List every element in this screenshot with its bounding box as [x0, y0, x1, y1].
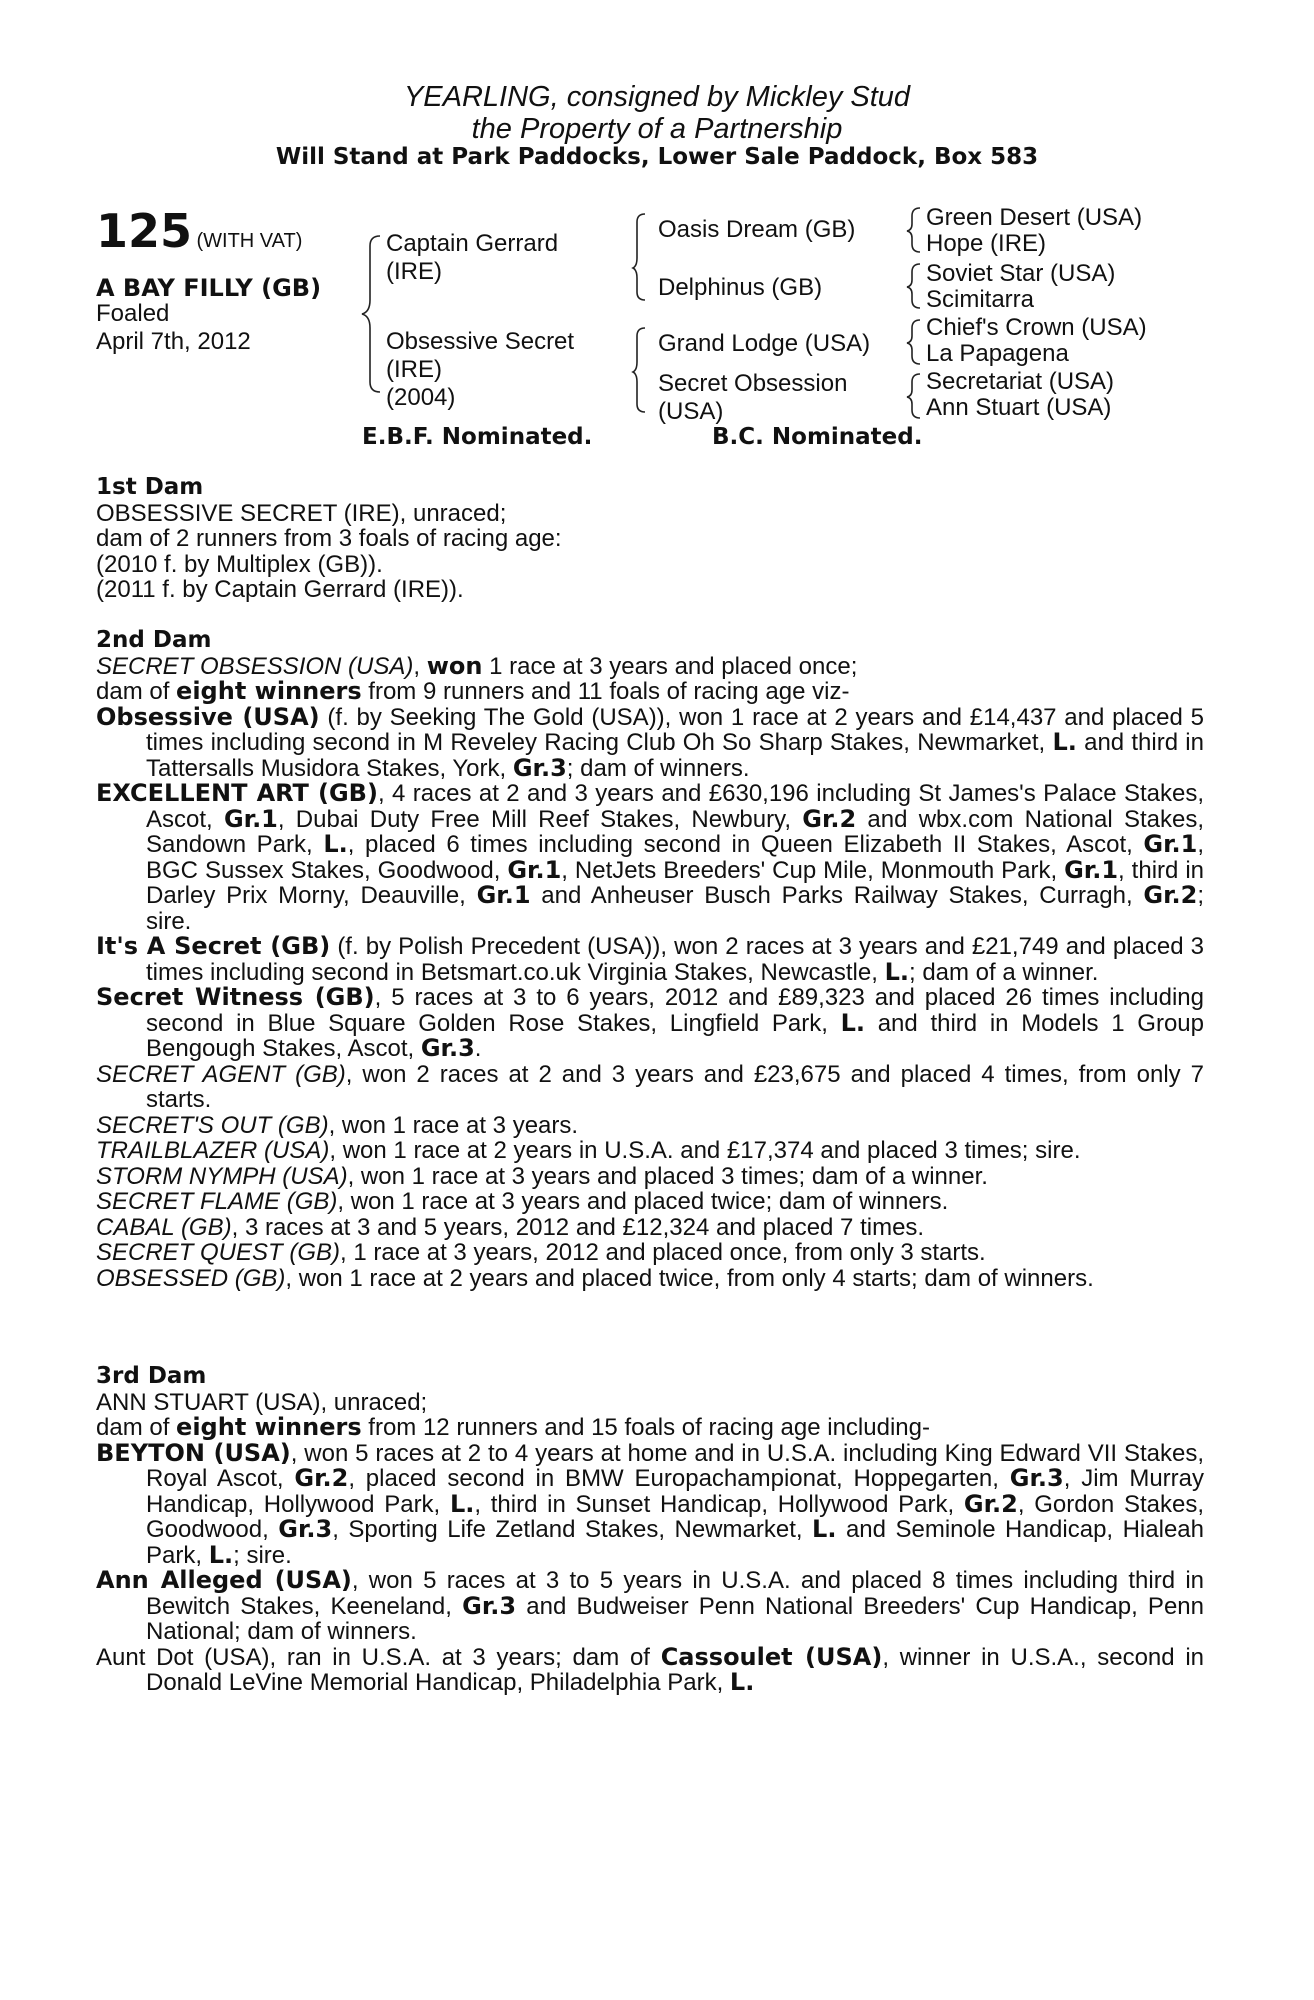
lot-number: 125	[96, 204, 193, 258]
dam-sire: Grand Lodge (USA)	[658, 330, 871, 357]
second-dam-summary	[96, 679, 1204, 705]
second-dam-section	[96, 628, 1204, 1291]
sire-dam: Delphinus (GB)	[658, 274, 823, 301]
progeny-text: (f. by Seeking The Gold (USA)), won 1 race at 2 years and £14,437 and placed 5 times including second in M Reveley Racing Club Oh So Sharp Stakes, Newmarket,	[146, 703, 1204, 756]
progeny-name: Ann Alleged (USA)	[96, 1566, 352, 1594]
progeny-text: , winner in U.S.A., second in Donald LeVine Memorial Handicap, Philadelphia Park,	[146, 1643, 1205, 1696]
progeny-text: and Anheuser Busch Parks Railway Stakes, Curragh,	[530, 882, 1144, 909]
progeny-secret-quest	[96, 1240, 1204, 1266]
progeny-text: and wbx.com National Stakes, Sandown Park,	[146, 805, 1205, 858]
progeny-name: It's A Secret (GB)	[96, 932, 331, 960]
progeny-secrets-out	[96, 1113, 1204, 1139]
won-label: won	[426, 651, 483, 680]
progeny-text: , won 1 race at 2 years and placed twice, from only 4 starts; dam of winners.	[285, 1264, 1094, 1292]
race-grade: L.	[1052, 728, 1077, 756]
second-dam-name: SECRET OBSESSION (USA)	[96, 652, 414, 680]
progeny-its-a-secret	[96, 934, 1204, 985]
progeny-trailblazer	[96, 1138, 1204, 1164]
race-grade: Gr.2	[1143, 881, 1198, 909]
summary-text: dam of	[96, 1414, 177, 1441]
progeny-name: EXCELLENT ART (GB)	[96, 779, 378, 807]
intro-text: 1 race at 3 years and placed once;	[482, 652, 858, 680]
header-line-1: YEARLING, consigned by Mickley Stud	[403, 81, 911, 113]
progeny-text: , won 1 race at 3 years and placed twice; dam of winners.	[337, 1188, 949, 1215]
progeny-secret-witness	[96, 985, 1204, 1062]
first-dam-foal: (2011 f. by Captain Gerrard (IRE)).	[96, 576, 464, 603]
race-grade: Gr.3	[1009, 1464, 1064, 1492]
progeny-text: , won 2 races at 2 and 3 years and £23,675 and placed 4 times, from only 7 starts.	[146, 1060, 1204, 1113]
progeny-text: , NetJets Breeders' Cup Mile, Monmouth Park,	[561, 856, 1065, 884]
vat-label: (WITH VAT)	[196, 230, 303, 252]
progeny-text: , BGC Sussex Stakes, Goodwood,	[146, 831, 1204, 884]
race-grade: L.	[208, 1540, 234, 1569]
progeny-name: Secret Witness (GB)	[96, 983, 375, 1011]
race-grade: Gr.1	[1064, 855, 1119, 884]
race-grade: L.	[323, 830, 348, 858]
sire-country: (IRE)	[386, 258, 442, 285]
header-line-2: the Property of a Partnership	[471, 113, 843, 145]
progeny-secret-agent	[96, 1062, 1204, 1113]
brace-main	[362, 236, 380, 392]
progeny-text: , won 1 race at 3 years and placed 3 times; dam of a winner.	[347, 1162, 988, 1190]
foaled-label: Foaled	[96, 300, 170, 327]
first-dam-line: OBSESSIVE SECRET (IRE), unraced;	[96, 499, 507, 527]
first-dam-heading: 1st Dam	[96, 474, 204, 500]
race-grade: Gr.2	[294, 1464, 349, 1492]
brace-g3-2	[907, 264, 920, 308]
gen3-7: Secretariat (USA)	[926, 368, 1115, 395]
progeny-text: , won 1 race at 3 years.	[328, 1111, 579, 1139]
race-grade: Gr.3	[462, 1591, 517, 1620]
gen3-4: Scimitarra	[926, 286, 1035, 313]
race-grade: Gr.1	[223, 804, 278, 833]
race-grade: L.	[729, 1668, 755, 1696]
first-dam-line: dam of 2 runners from 3 foals of racing age:	[96, 525, 562, 552]
winners-count: eight winners	[176, 677, 362, 705]
progeny-name: SECRET'S OUT (GB)	[96, 1111, 329, 1139]
progeny-text: , Sporting Life Zetland Stakes, Newmarket,	[332, 1516, 813, 1543]
dam-dam	[658, 370, 847, 426]
progeny-text: .	[474, 1035, 482, 1062]
race-grade: Gr.3	[420, 1034, 475, 1062]
foaled-date: April 7th, 2012	[96, 328, 251, 355]
sire-sire: Oasis Dream (GB)	[658, 216, 856, 243]
progeny-text: ; sire.	[146, 882, 1204, 935]
progeny-name: SECRET QUEST (GB)	[96, 1239, 341, 1266]
progeny-text: , third in Sunset Handicap, Hollywood Park,	[474, 1490, 964, 1518]
progeny-text: , won 5 races at 2 to 4 years at home and in U.S.A. including King Edward VII Stakes, Royal Ascot,	[146, 1439, 1204, 1492]
third-dam-section	[96, 1364, 1204, 1696]
brace-g3-4	[907, 374, 920, 418]
race-grade: L.	[449, 1489, 475, 1518]
dam-name: Obsessive Secret	[386, 328, 575, 355]
header-line-3: Will Stand at Park Paddocks, Lower Sale Paddock, Box 583	[275, 144, 1039, 170]
summary-text: dam of	[96, 678, 177, 705]
sire-name: Captain Gerrard	[386, 230, 559, 257]
progeny-text: ; dam of winners.	[566, 754, 750, 782]
progeny-text: and Budweiser Penn National Breeders' Cup Handicap, Penn National; dam of winners.	[146, 1592, 1204, 1645]
brace-dam	[633, 328, 645, 412]
progeny-text: , won 5 races at 3 to 5 years in U.S.A. and placed 8 times including third in Bewitch Stakes, Keeneland,	[146, 1567, 1204, 1620]
gen3-8: Ann Stuart (USA)	[926, 394, 1112, 421]
progeny-text: , Jim Murray Handicap, Hollywood Park,	[146, 1465, 1205, 1518]
gen3-3: Soviet Star (USA)	[926, 260, 1116, 287]
ebf-nominated: E.B.F. Nominated.	[362, 424, 593, 450]
progeny-text: , 1 race at 3 years, 2012 and placed once, from only 3 starts.	[340, 1239, 986, 1266]
progeny-name: SECRET AGENT (GB)	[96, 1060, 346, 1088]
progeny-aunt-dot	[96, 1642, 1205, 1696]
progeny-name: TRAILBLAZER (USA)	[96, 1137, 330, 1164]
summary-text: from 12 runners and 15 foals of racing age including-	[361, 1414, 930, 1441]
progeny-name: CABAL (GB)	[96, 1213, 232, 1241]
progeny-text: , Gordon Stakes, Goodwood,	[146, 1490, 1205, 1543]
second-dam-heading: 2nd Dam	[96, 627, 212, 653]
progeny-text: ; dam of a winner.	[908, 958, 1099, 986]
progeny-text: Aunt Dot (USA), ran in U.S.A. at 3 years; dam of	[96, 1643, 661, 1671]
third-dam-heading: 3rd Dam	[96, 1363, 207, 1389]
gen3-6: La Papagena	[926, 340, 1069, 367]
progeny-text: and third in Models 1 Group Bengough Stakes, Ascot,	[146, 1009, 1204, 1062]
brace-g3-3	[907, 320, 920, 364]
race-grade: Gr.1	[507, 855, 562, 884]
progeny-beyton	[96, 1438, 1205, 1569]
progeny-text: , placed 6 times including second in Queen Elizabeth II Stakes, Ascot,	[347, 831, 1144, 858]
progeny-text: ; sire.	[233, 1541, 292, 1569]
progeny-name: Cassoulet (USA)	[660, 1642, 883, 1671]
progeny-text: , Dubai Duty Free Mill Reef Stakes, Newbury,	[277, 805, 803, 833]
progeny-name: SECRET FLAME (GB)	[96, 1188, 338, 1215]
progeny-text: , third in Darley Prix Morny, Deauville,	[146, 856, 1204, 909]
gen3-2: Hope (IRE)	[926, 230, 1047, 257]
first-dam-section	[96, 475, 1204, 603]
dam-dam-name: Secret Obsession	[658, 370, 848, 397]
progeny-obsessive	[96, 702, 1204, 782]
race-grade: Gr.2	[963, 1489, 1018, 1518]
second-dam-intro: SECRET OBSESSION (USA), won 1 race at 3 years and placed once;	[96, 651, 858, 680]
gen3-1: Green Desert (USA)	[926, 204, 1143, 231]
gen3-5: Chief's Crown (USA)	[926, 314, 1147, 341]
race-grade: Gr.2	[802, 804, 857, 833]
bc-nominated: B.C. Nominated.	[712, 424, 923, 450]
dam-country: (IRE)	[386, 356, 442, 383]
progeny-text: (f. by Polish Precedent (USA)), won 2 races at 3 years and £21,749 and placed 3 times including second in Betsmart.co.uk Virginia Stakes, Newcastle,	[146, 933, 1205, 986]
race-grade: L.	[884, 957, 909, 986]
race-grade: Gr.1	[476, 881, 531, 909]
dam-year: (2004)	[386, 384, 456, 411]
race-grade: Gr.1	[1143, 830, 1198, 858]
brace-sire	[633, 214, 645, 300]
progeny-storm-nymph	[96, 1164, 1204, 1190]
progeny-text: and third in Tattersalls Musidora Stakes, York,	[146, 729, 1204, 782]
dam	[386, 328, 574, 412]
first-dam-foal: (2010 f. by Multiplex (GB)).	[96, 550, 383, 578]
progeny-excellent-art	[96, 781, 1204, 934]
progeny-name: OBSESSED (GB)	[96, 1264, 286, 1292]
race-grade: L.	[840, 1008, 866, 1037]
race-grade: L.	[812, 1515, 837, 1543]
progeny-obsessed	[96, 1266, 1204, 1292]
third-dam-intro: ANN STUART (USA), unraced;	[96, 1388, 428, 1416]
progeny-text: , placed second in BMW Europachampionat, Hoppegarten,	[348, 1465, 1010, 1492]
progeny-text: and Seminole Handicap, Hialeah Park,	[146, 1516, 1204, 1569]
progeny-cabal	[96, 1215, 1204, 1241]
progeny-name: Obsessive (USA)	[96, 702, 320, 731]
progeny-text: , 3 races at 3 and 5 years, 2012 and £12,324 and placed 7 times.	[231, 1213, 925, 1241]
race-grade: Gr.3	[278, 1515, 333, 1543]
progeny-name: BEYTON (USA)	[96, 1438, 291, 1467]
winners-count: eight winners	[176, 1413, 362, 1441]
sire	[386, 230, 558, 286]
progeny-text: , won 1 race at 2 years in U.S.A. and £17,374 and placed 3 times; sire.	[329, 1137, 1081, 1164]
progeny-text: , 4 races at 2 and 3 years and £630,196 including St James's Palace Stakes, Ascot,	[146, 780, 1204, 833]
lot-name: A BAY FILLY (GB)	[96, 274, 322, 302]
progeny-text: , 5 races at 3 to 6 years, 2012 and £89,323 and placed 26 times including second in Blue Square Golden Rose Stakes, Lingfield Park,	[146, 984, 1205, 1037]
dam-dam-country: (USA)	[658, 398, 724, 425]
race-grade: Gr.3	[512, 753, 567, 782]
progeny-name: STORM NYMPH (USA)	[96, 1162, 348, 1190]
brace-g3-1	[907, 208, 920, 252]
progeny-secret-flame	[96, 1189, 1204, 1215]
third-dam-summary	[96, 1415, 1204, 1441]
summary-text: from 9 runners and 11 foals of racing age viz-	[361, 678, 850, 705]
progeny-ann-alleged	[96, 1568, 1204, 1645]
